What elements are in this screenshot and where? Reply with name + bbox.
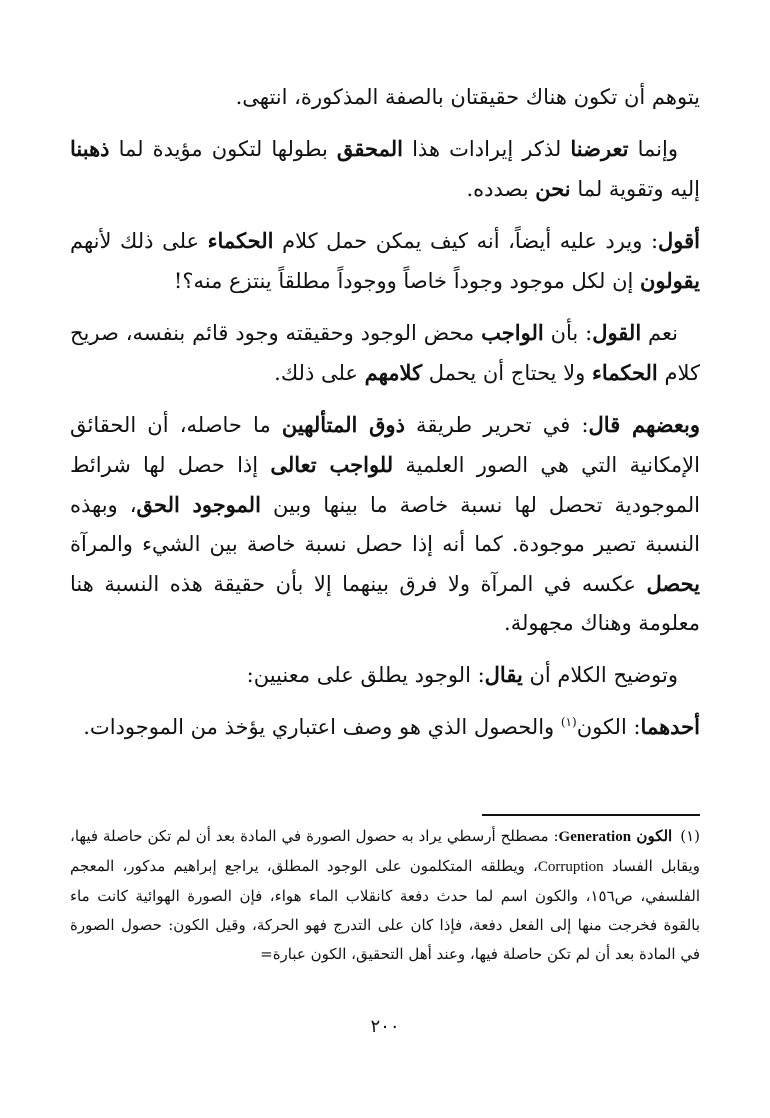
text-run: بصدده. (466, 177, 536, 201)
bold-term: كلامهم (364, 360, 423, 385)
page-number: ٢٠٠ (370, 1016, 400, 1037)
text-run: : بأن (543, 321, 593, 345)
footnote-text (70, 827, 700, 963)
text-run: وإنما (628, 137, 678, 161)
paragraph (70, 129, 700, 209)
text-run: وتوضيح الكلام أن (522, 663, 678, 687)
text-run: إن لكل موجود وجوداً خاصاً ووجوداً مطلقاً ينتزع منه؟! (173, 269, 640, 293)
bold-term: القول (592, 320, 642, 345)
footnotes (70, 822, 700, 969)
text-run: والحصول الذي هو وصف اعتباري يؤخذ من الموجودات. (83, 715, 561, 739)
bold-term: تعرضنا (570, 136, 629, 161)
bold-term: ذوق المتألهين (281, 412, 405, 437)
footnote-reference: (١) (560, 715, 577, 729)
bold-term: الكون (631, 827, 673, 845)
footnote-divider (482, 814, 700, 816)
text-run: : مصطلح أرسطي يراد به حصول الصورة في المادة بعد أن لم تكن حاصلة فيها، ويقابل الفساد (70, 827, 701, 875)
text-run: : الكون (576, 715, 641, 739)
bold-term: الواجب (481, 320, 544, 345)
bold-term: ذهبنا (70, 136, 110, 161)
text-run: ، وبهذه النسبة تصير موجودة. كما أنه إذا حصل نسبة خاصة بين الشيء والمرآة (70, 493, 700, 556)
bold-term: يقولون (640, 268, 700, 293)
text-run: على ذلك لأنهم (70, 229, 208, 253)
paragraph (70, 405, 700, 643)
text-run: إذا حصل لها شرائط الموجودية تحصل لها نسبة خاصة ما بينها وبين (70, 453, 700, 517)
bold-term: الموجود الحق (136, 492, 261, 517)
bold-term: نحن (535, 176, 571, 201)
bold-term: المحقق (336, 136, 403, 161)
paragraph (70, 221, 700, 301)
text-run: ، ويطلقه المتكلمون على الوجود المطلق، يراجع إبراهيم مدكور، المعجم الفلسفي، ص١٥٦، والكون اسم لما حدث دفعة كانقلاب الماء هواء، فإن الصورة الهوائية كانت ماء بالقوة فخرجت منها إلى الفعل دفعة، فإذا كان على التدرج فهو الحركة، وقيل الكون: حصول الصورة في المادة بعد أن لم تكن حاصلة فيها، وعند أهل التحقيق، الكون عبارة= (70, 857, 700, 963)
text-run: ما حاصله، أن الحقائق الإمكانية التي هي الصور العلمية (70, 413, 700, 477)
text-run: يتوهم أن تكون هناك حقيقتان بالصفة المذكورة، انتهى. (235, 85, 700, 109)
text-run: : في تحرير طريقة (404, 413, 589, 437)
latin-term: Corruption (537, 859, 604, 875)
bold-term: يقال (484, 662, 523, 687)
text-run: : الوجود يطلق على معنيين: (246, 663, 485, 687)
text-run: بطولها لتكون مؤيدة لما (109, 137, 337, 161)
text-run: ولا يحتاج أن يحمل (422, 361, 592, 385)
bold-term: أقول (658, 228, 701, 253)
text-run: محض الوجود وحقيقته وجود قائم بنفسه، صريح كلام (70, 321, 700, 385)
text-run: لذكر إيرادات هذا (402, 137, 571, 161)
paragraph (70, 655, 700, 695)
paragraph (70, 707, 700, 747)
bold-term: الحكماء (591, 360, 658, 385)
bold-term: للواجب تعالى (270, 452, 394, 477)
text-run: إليه وتقوية لما (570, 177, 700, 201)
bold-term: يحصل (646, 571, 700, 596)
bold-term: الحكماء (207, 228, 274, 253)
text-run: نعم (641, 321, 678, 345)
main-text (70, 78, 700, 759)
paragraph (70, 313, 700, 393)
latin-term: Generation (558, 829, 632, 845)
paragraph (70, 78, 700, 117)
footnote-number: (١) (680, 827, 700, 845)
text-run: على ذلك. (274, 361, 365, 385)
text-run: عكسه في المرآة ولا فرق بينهما إلا بأن حقيقة هذه النسبة هنا معلومة وهناك مجهولة. (70, 572, 700, 635)
bold-term: أحدهما (640, 714, 700, 739)
text-run: : ويرد عليه أيضاً، أنه كيف يمكن حمل كلام (273, 229, 659, 253)
bold-term: وبعضهم قال (588, 412, 701, 437)
